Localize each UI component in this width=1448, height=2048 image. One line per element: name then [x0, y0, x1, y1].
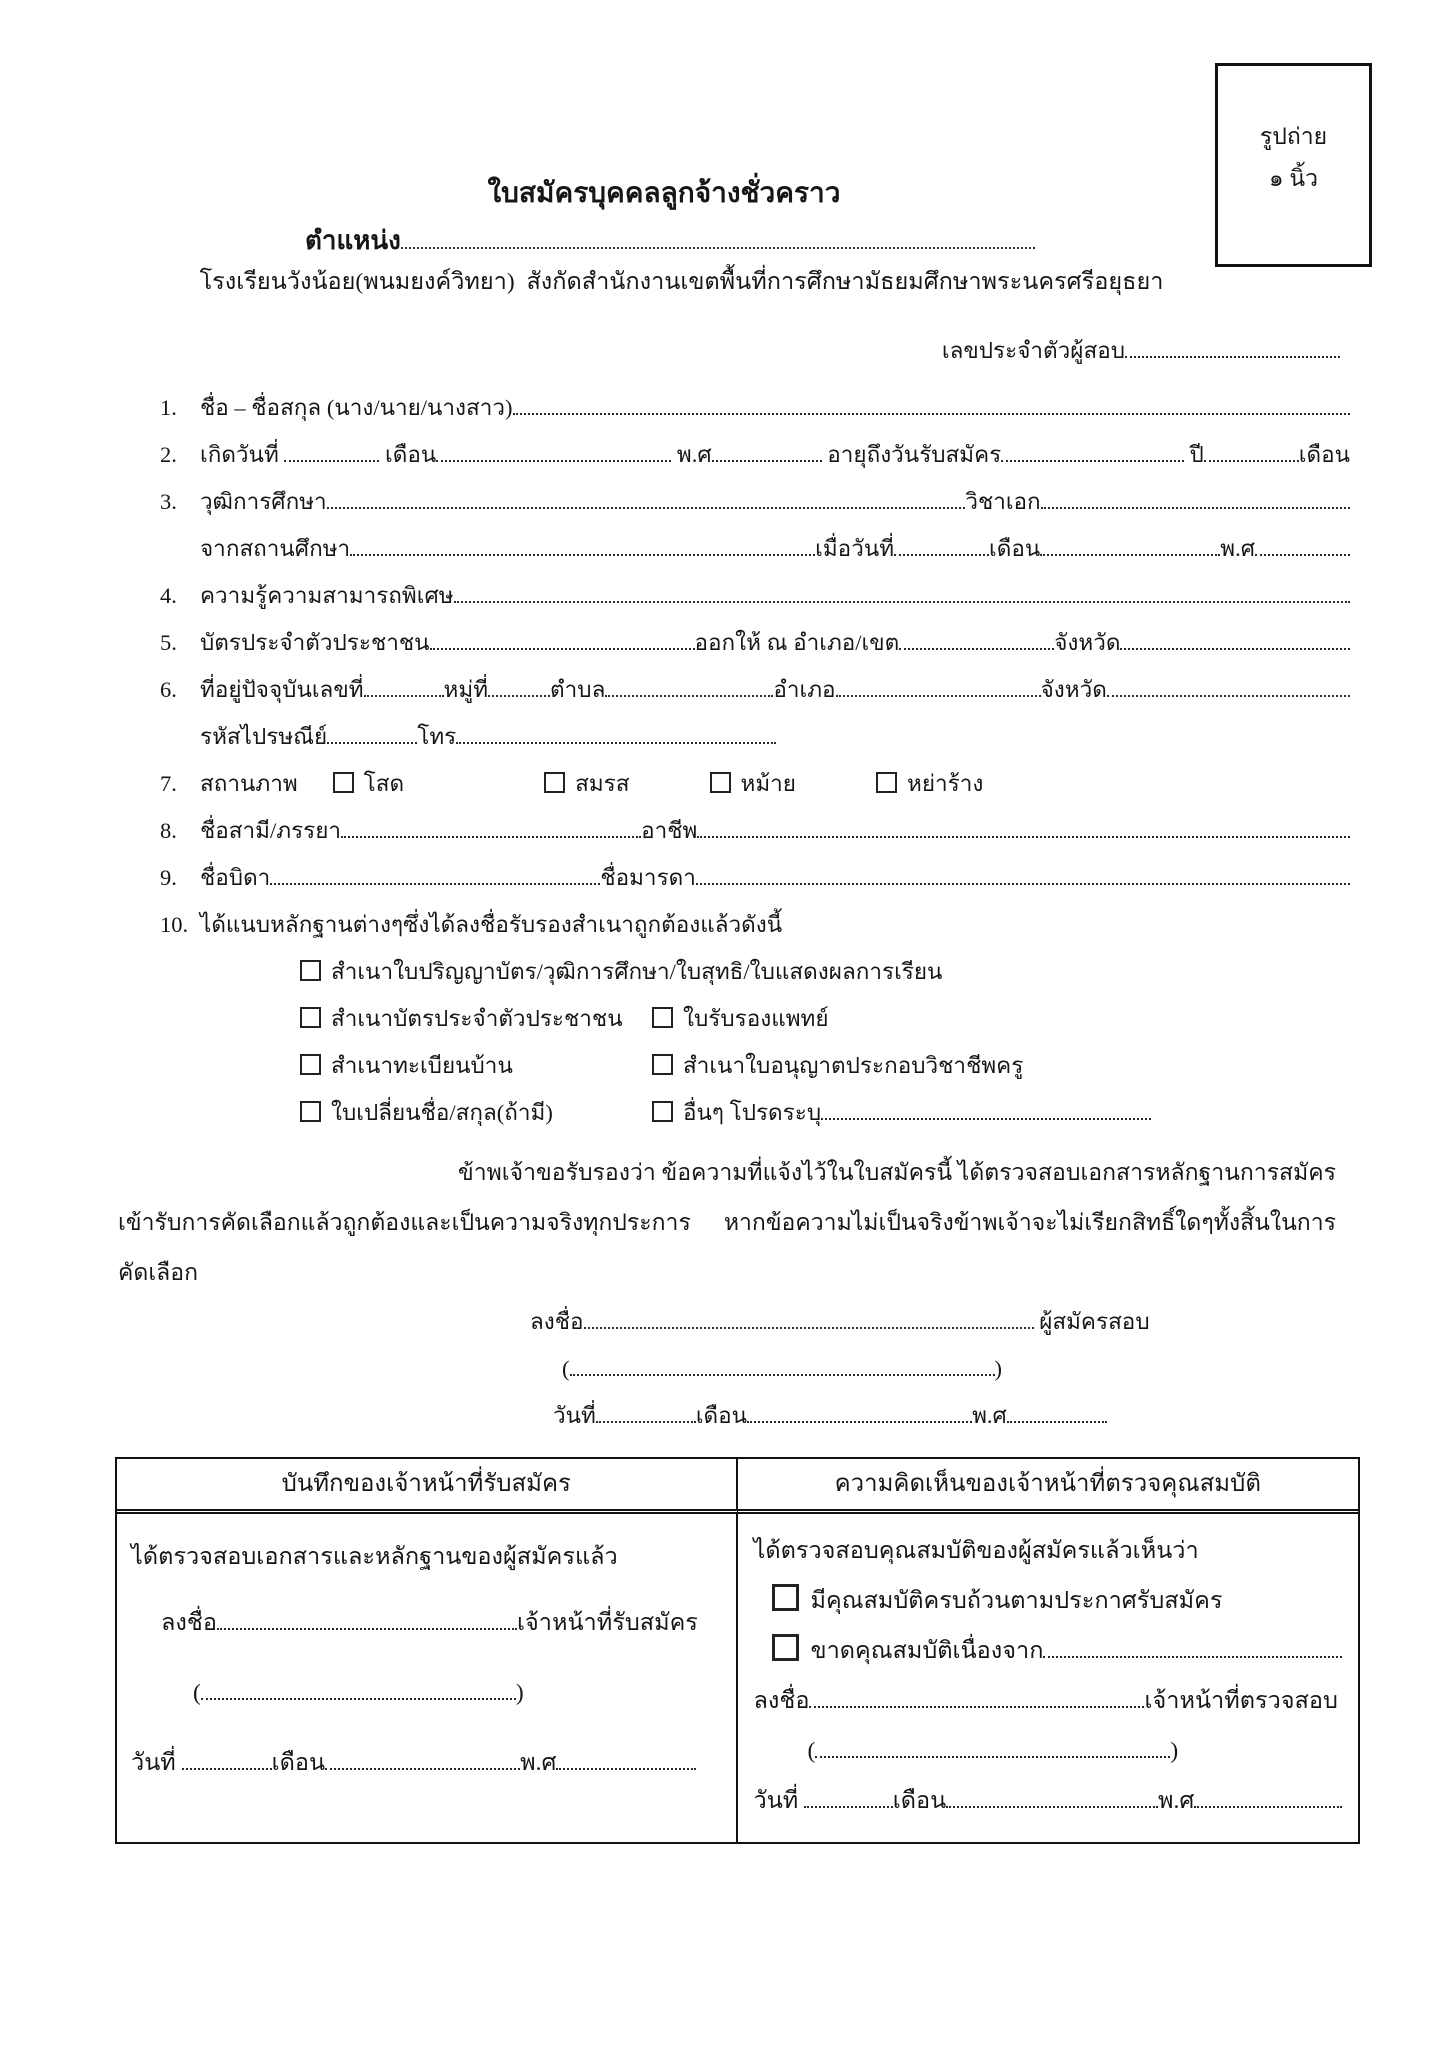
- field-label: ได้ตรวจสอบคุณสมบัติของผู้สมัครแล้วเห็นว่า: [753, 1538, 1199, 1564]
- item-number: 10.: [160, 912, 189, 937]
- applicant-sign-line: [0, 1298, 1448, 1345]
- form-title: ใบสมัครบุคคลลูกจ้างชั่วคราว: [487, 178, 841, 209]
- checkbox[interactable]: [300, 1054, 321, 1075]
- item-spouse: [0, 807, 1448, 854]
- attachment-column: [300, 1089, 652, 1136]
- dotted-blank: [821, 1115, 1151, 1120]
- dotted-blank: [350, 551, 815, 556]
- field-label: มีคุณสมบัติครบถ้วนตามประกาศรับสมัคร: [810, 1588, 1223, 1614]
- dotted-blank: [570, 1371, 995, 1376]
- field-label: บัตรประจำตัวประชาชน: [200, 630, 430, 655]
- field-label: ได้ตรวจสอบเอกสารและหลักฐานของผู้สมัครแล้ว: [131, 1544, 618, 1570]
- dotted-blank: [284, 457, 379, 462]
- checkbox[interactable]: [710, 772, 731, 793]
- attachment-column: [652, 1042, 1350, 1089]
- officer-table-left-cell: [117, 1514, 738, 1842]
- field-label: อำเภอ: [773, 677, 836, 702]
- exam-id-label: เลขประจำตัวผู้สอบ: [941, 338, 1125, 363]
- dotted-blank: [697, 833, 1350, 838]
- dotted-blank: [804, 1803, 893, 1808]
- item-number: 5.: [160, 630, 177, 655]
- item-number: 3.: [160, 489, 177, 514]
- field-label: ใบเปลี่ยนชื่อ/สกุล(ถ้ามี): [331, 1100, 553, 1125]
- field-label: ใบรับรองแพทย์: [683, 1006, 829, 1031]
- field-label: ขาดคุณสมบัติเนื่องจาก: [810, 1638, 1044, 1664]
- checkbox[interactable]: [333, 772, 354, 793]
- field-label: ลงชื่อ: [530, 1309, 584, 1334]
- dotted-blank: [1120, 645, 1350, 650]
- checkbox[interactable]: [652, 1007, 673, 1028]
- field-label: ): [994, 1356, 1002, 1381]
- applicant-sign-name-line: [0, 1345, 1448, 1392]
- field-label: วุฒิการศึกษา: [200, 489, 327, 514]
- field-label: เดือน: [695, 1403, 748, 1428]
- dotted-blank: [1125, 353, 1340, 358]
- dotted-blank: [1194, 1803, 1342, 1808]
- officer-sign-date-line: [117, 1728, 736, 1798]
- field-label: เดือน: [989, 536, 1041, 561]
- dotted-blank: [809, 1703, 1144, 1708]
- field-label: พ.ศ: [520, 1750, 557, 1776]
- dotted-blank: [1204, 457, 1299, 462]
- dotted-blank: [1043, 1653, 1342, 1658]
- officer-table-right-cell: [738, 1514, 1359, 1842]
- field-label: เมื่อวันที่: [815, 536, 895, 561]
- dotted-blank: [454, 598, 1350, 603]
- field-label: พ.ศ: [1157, 1788, 1195, 1814]
- attachment-column: [300, 1042, 652, 1089]
- attachment-column: [652, 1089, 1350, 1136]
- dotted-blank: [712, 457, 822, 462]
- item-number: 8.: [160, 818, 177, 843]
- field-label: อาชีพ: [641, 818, 698, 843]
- attachment-column: [300, 995, 652, 1042]
- field-label: ออกให้ ณ อำเภอ/เขต: [694, 630, 900, 655]
- verifier-sign-name-line: [738, 1726, 1359, 1776]
- item-address-postal: [0, 713, 1448, 760]
- item-education-institution: [0, 525, 1448, 572]
- item-number: 1.: [160, 395, 177, 420]
- dotted-blank: [401, 244, 1035, 249]
- field-label: ): [515, 1680, 524, 1706]
- dotted-blank: [596, 1418, 696, 1423]
- dotted-blank: [815, 1753, 1170, 1758]
- dotted-blank: [341, 833, 641, 838]
- attachment-row-housereg-license: [0, 1042, 1448, 1089]
- item-number: 9.: [160, 865, 177, 890]
- field-label: หมู่ที่: [443, 677, 489, 702]
- dotted-blank: [1001, 457, 1184, 462]
- checkbox[interactable]: [300, 960, 321, 981]
- dotted-blank: [327, 739, 417, 744]
- attachment-column: [652, 995, 1350, 1042]
- field-label: วันที่: [131, 1750, 182, 1776]
- dotted-blank: [1255, 551, 1350, 556]
- checkbox[interactable]: [772, 1634, 799, 1661]
- dotted-blank: [946, 1803, 1158, 1808]
- dotted-blank: [836, 692, 1041, 697]
- qualification-checked: [738, 1526, 1359, 1576]
- dotted-blank: [556, 1765, 696, 1770]
- attachment-row-diploma: [0, 948, 1448, 995]
- field-label: ที่อยู่ปัจจุบันเลขที่: [200, 677, 364, 702]
- dotted-blank: [182, 1765, 272, 1770]
- field-label: (: [562, 1356, 570, 1381]
- verifier-sign-date-line: [738, 1776, 1359, 1826]
- dotted-blank: [696, 880, 1350, 885]
- field-label: ลงชื่อ: [161, 1610, 217, 1636]
- dotted-blank: [1107, 692, 1350, 697]
- field-label: สำเนาใบปริญญาบัตร/วุฒิการศึกษา/ใบสุทธิ/ใบแสดงผลการเรียน: [331, 959, 943, 984]
- field-label: สมรส: [575, 771, 630, 796]
- dotted-blank: [605, 692, 773, 697]
- field-label: พ.ศ: [671, 442, 712, 467]
- qualification-pass: [738, 1576, 1359, 1626]
- item-attachments: [0, 901, 1448, 948]
- field-label: อายุถึงวันรับสมัคร: [821, 442, 1002, 467]
- field-label: สำเนาบัตรประจำตัวประชาชน: [331, 1006, 623, 1031]
- field-label: เจ้าหน้าที่ตรวจสอบ: [1144, 1688, 1338, 1714]
- field-label: เดือน: [1298, 442, 1350, 467]
- dotted-blank: [899, 645, 1054, 650]
- dotted-blank: [584, 1324, 1034, 1329]
- field-label: วันที่: [753, 1788, 805, 1814]
- field-label: เดือน: [892, 1788, 947, 1814]
- field-label: สำเนาใบอนุญาตประกอบวิชาชีพครู: [683, 1053, 1024, 1078]
- officer-table-left-header: บันทึกของเจ้าหน้าที่รับสมัคร: [117, 1459, 738, 1514]
- dotted-blank: [747, 1418, 972, 1423]
- field-label: รหัสไปรษณีย์: [200, 724, 328, 749]
- field-label: วิชาเอก: [965, 489, 1041, 514]
- field-label: ได้แนบหลักฐานต่างๆซึ่งได้ลงชื่อรับรองสำเนาถูกต้องแล้วดังนี้: [200, 912, 783, 937]
- dotted-blank: [513, 410, 1350, 415]
- field-label: พ.ศ: [972, 1403, 1007, 1428]
- officer-table-right-header: ความคิดเห็นของเจ้าหน้าที่ตรวจคุณสมบัติ: [738, 1459, 1359, 1514]
- field-label: อื่นๆ โปรดระบุ: [683, 1100, 822, 1125]
- field-label: เจ้าหน้าที่รับสมัคร: [516, 1610, 698, 1636]
- field-label: พ.ศ: [1220, 536, 1255, 561]
- attachment-row-idcard-medical: [0, 995, 1448, 1042]
- dotted-blank: [436, 457, 671, 462]
- dotted-blank: [217, 1625, 517, 1630]
- form-items: [0, 384, 1448, 1136]
- school-line: โรงเรียนวังน้อย(พนมยงค์วิทยา) สังกัดสำนักงานเขตพื้นที่การศึกษามัธยมศึกษาพระนครศรีอยุธยา: [199, 269, 1164, 295]
- item-id-card: [0, 619, 1448, 666]
- dotted-blank: [1007, 1418, 1107, 1423]
- field-label: ชื่อมารดา: [600, 865, 696, 890]
- dotted-blank: [894, 551, 989, 556]
- item-birthdate: [0, 431, 1448, 478]
- exam-id-line: [0, 332, 1448, 376]
- dotted-blank: [488, 692, 550, 697]
- field-label: (: [193, 1680, 201, 1706]
- item-address: [0, 666, 1448, 713]
- dotted-blank: [201, 1695, 516, 1700]
- field-label: ): [1170, 1738, 1179, 1764]
- field-label: ชื่อ – ชื่อสกุล (นาง/นาย/นางสาว): [200, 395, 513, 420]
- field-label: (: [807, 1738, 816, 1764]
- field-label: ชื่อบิดา: [200, 865, 271, 890]
- checkbox[interactable]: [772, 1584, 799, 1611]
- officer-table-body-row: [117, 1514, 1358, 1842]
- officer-table: [115, 1457, 1360, 1844]
- field-label: เกิดวันที่: [200, 442, 285, 467]
- item-number: 7.: [160, 771, 177, 796]
- checkbox[interactable]: [652, 1054, 673, 1075]
- item-marital-status: [0, 760, 1448, 807]
- applicant-sign-date-line: [0, 1392, 1448, 1439]
- checkbox[interactable]: [652, 1101, 673, 1122]
- field-label: สำเนาทะเบียนบ้าน: [331, 1053, 513, 1078]
- position-line: [305, 218, 1035, 264]
- photo-box-line2: ๑ นิ้ว: [1269, 166, 1318, 191]
- field-label: ตำบล: [550, 677, 606, 702]
- field-label: เดือน: [379, 442, 437, 467]
- field-label: ชื่อสามี/ภรรยา: [200, 818, 342, 843]
- field-label: หย่าร้าง: [906, 771, 984, 796]
- dotted-blank: [325, 1765, 520, 1770]
- item-number: 4.: [160, 583, 177, 608]
- position-label: ตำแหน่ง: [305, 226, 401, 255]
- officer-checked-documents: [117, 1526, 736, 1588]
- verifier-sign-line: [738, 1676, 1359, 1726]
- field-label: ลงชื่อ: [753, 1688, 810, 1714]
- item-education: [0, 478, 1448, 525]
- checkbox[interactable]: [876, 772, 897, 793]
- item-name: [0, 384, 1448, 431]
- field-label: จังหวัด: [1054, 630, 1121, 655]
- item-number: 2.: [160, 442, 177, 467]
- dotted-blank: [364, 692, 444, 697]
- field-label: โทร: [417, 724, 457, 749]
- officer-sign-name-line: [117, 1658, 736, 1728]
- item-special-skills: [0, 572, 1448, 619]
- field-label: ปี: [1183, 442, 1204, 467]
- field-label: เดือน: [271, 1750, 326, 1776]
- officer-sign-line: [117, 1588, 736, 1658]
- checkbox[interactable]: [300, 1007, 321, 1028]
- item-number: 6.: [160, 677, 177, 702]
- photo-box-line1: รูปถ่าย: [1259, 124, 1328, 149]
- dotted-blank: [270, 880, 600, 885]
- field-label: โสด: [363, 771, 405, 796]
- field-label: จังหวัด: [1040, 677, 1107, 702]
- checkbox[interactable]: [300, 1101, 321, 1122]
- field-label: หม้าย: [740, 771, 796, 796]
- field-label: ผู้สมัครสอบ: [1033, 1309, 1150, 1334]
- qualification-fail: [738, 1626, 1359, 1676]
- declaration-paragraph: ข้าพเจ้าขอรับรองว่า ข้อความที่แจ้งไว้ในใบสมัครนี้ ได้ตรวจสอบเอกสารหลักฐานการสมัครเข้ารับการคัดเลือกแล้วถูกต้องและเป็นความจริงทุกประการ หากข้อความไม่เป็นจริงข้าพเจ้าจะไม่เรียกสิทธิ์ใดๆทั้งสิ้นในการคัดเลือก: [118, 1160, 1336, 1285]
- dotted-blank: [430, 645, 695, 650]
- field-label: สถานภาพ: [200, 771, 298, 796]
- applicant-signature-block: [0, 1298, 1448, 1439]
- dotted-blank: [1041, 504, 1350, 509]
- photo-box: [1215, 63, 1372, 267]
- dotted-blank: [1040, 551, 1220, 556]
- officer-table-header-row: [117, 1459, 1358, 1514]
- field-label: วันที่: [553, 1403, 596, 1428]
- attachment-row-namechange-other: [0, 1089, 1448, 1136]
- checkbox[interactable]: [544, 772, 565, 793]
- dotted-blank: [327, 504, 966, 509]
- dotted-blank: [456, 739, 776, 744]
- field-label: จากสถานศึกษา: [200, 536, 351, 561]
- item-parents: [0, 854, 1448, 901]
- field-label: ความรู้ความสามารถพิเศษ: [200, 583, 454, 608]
